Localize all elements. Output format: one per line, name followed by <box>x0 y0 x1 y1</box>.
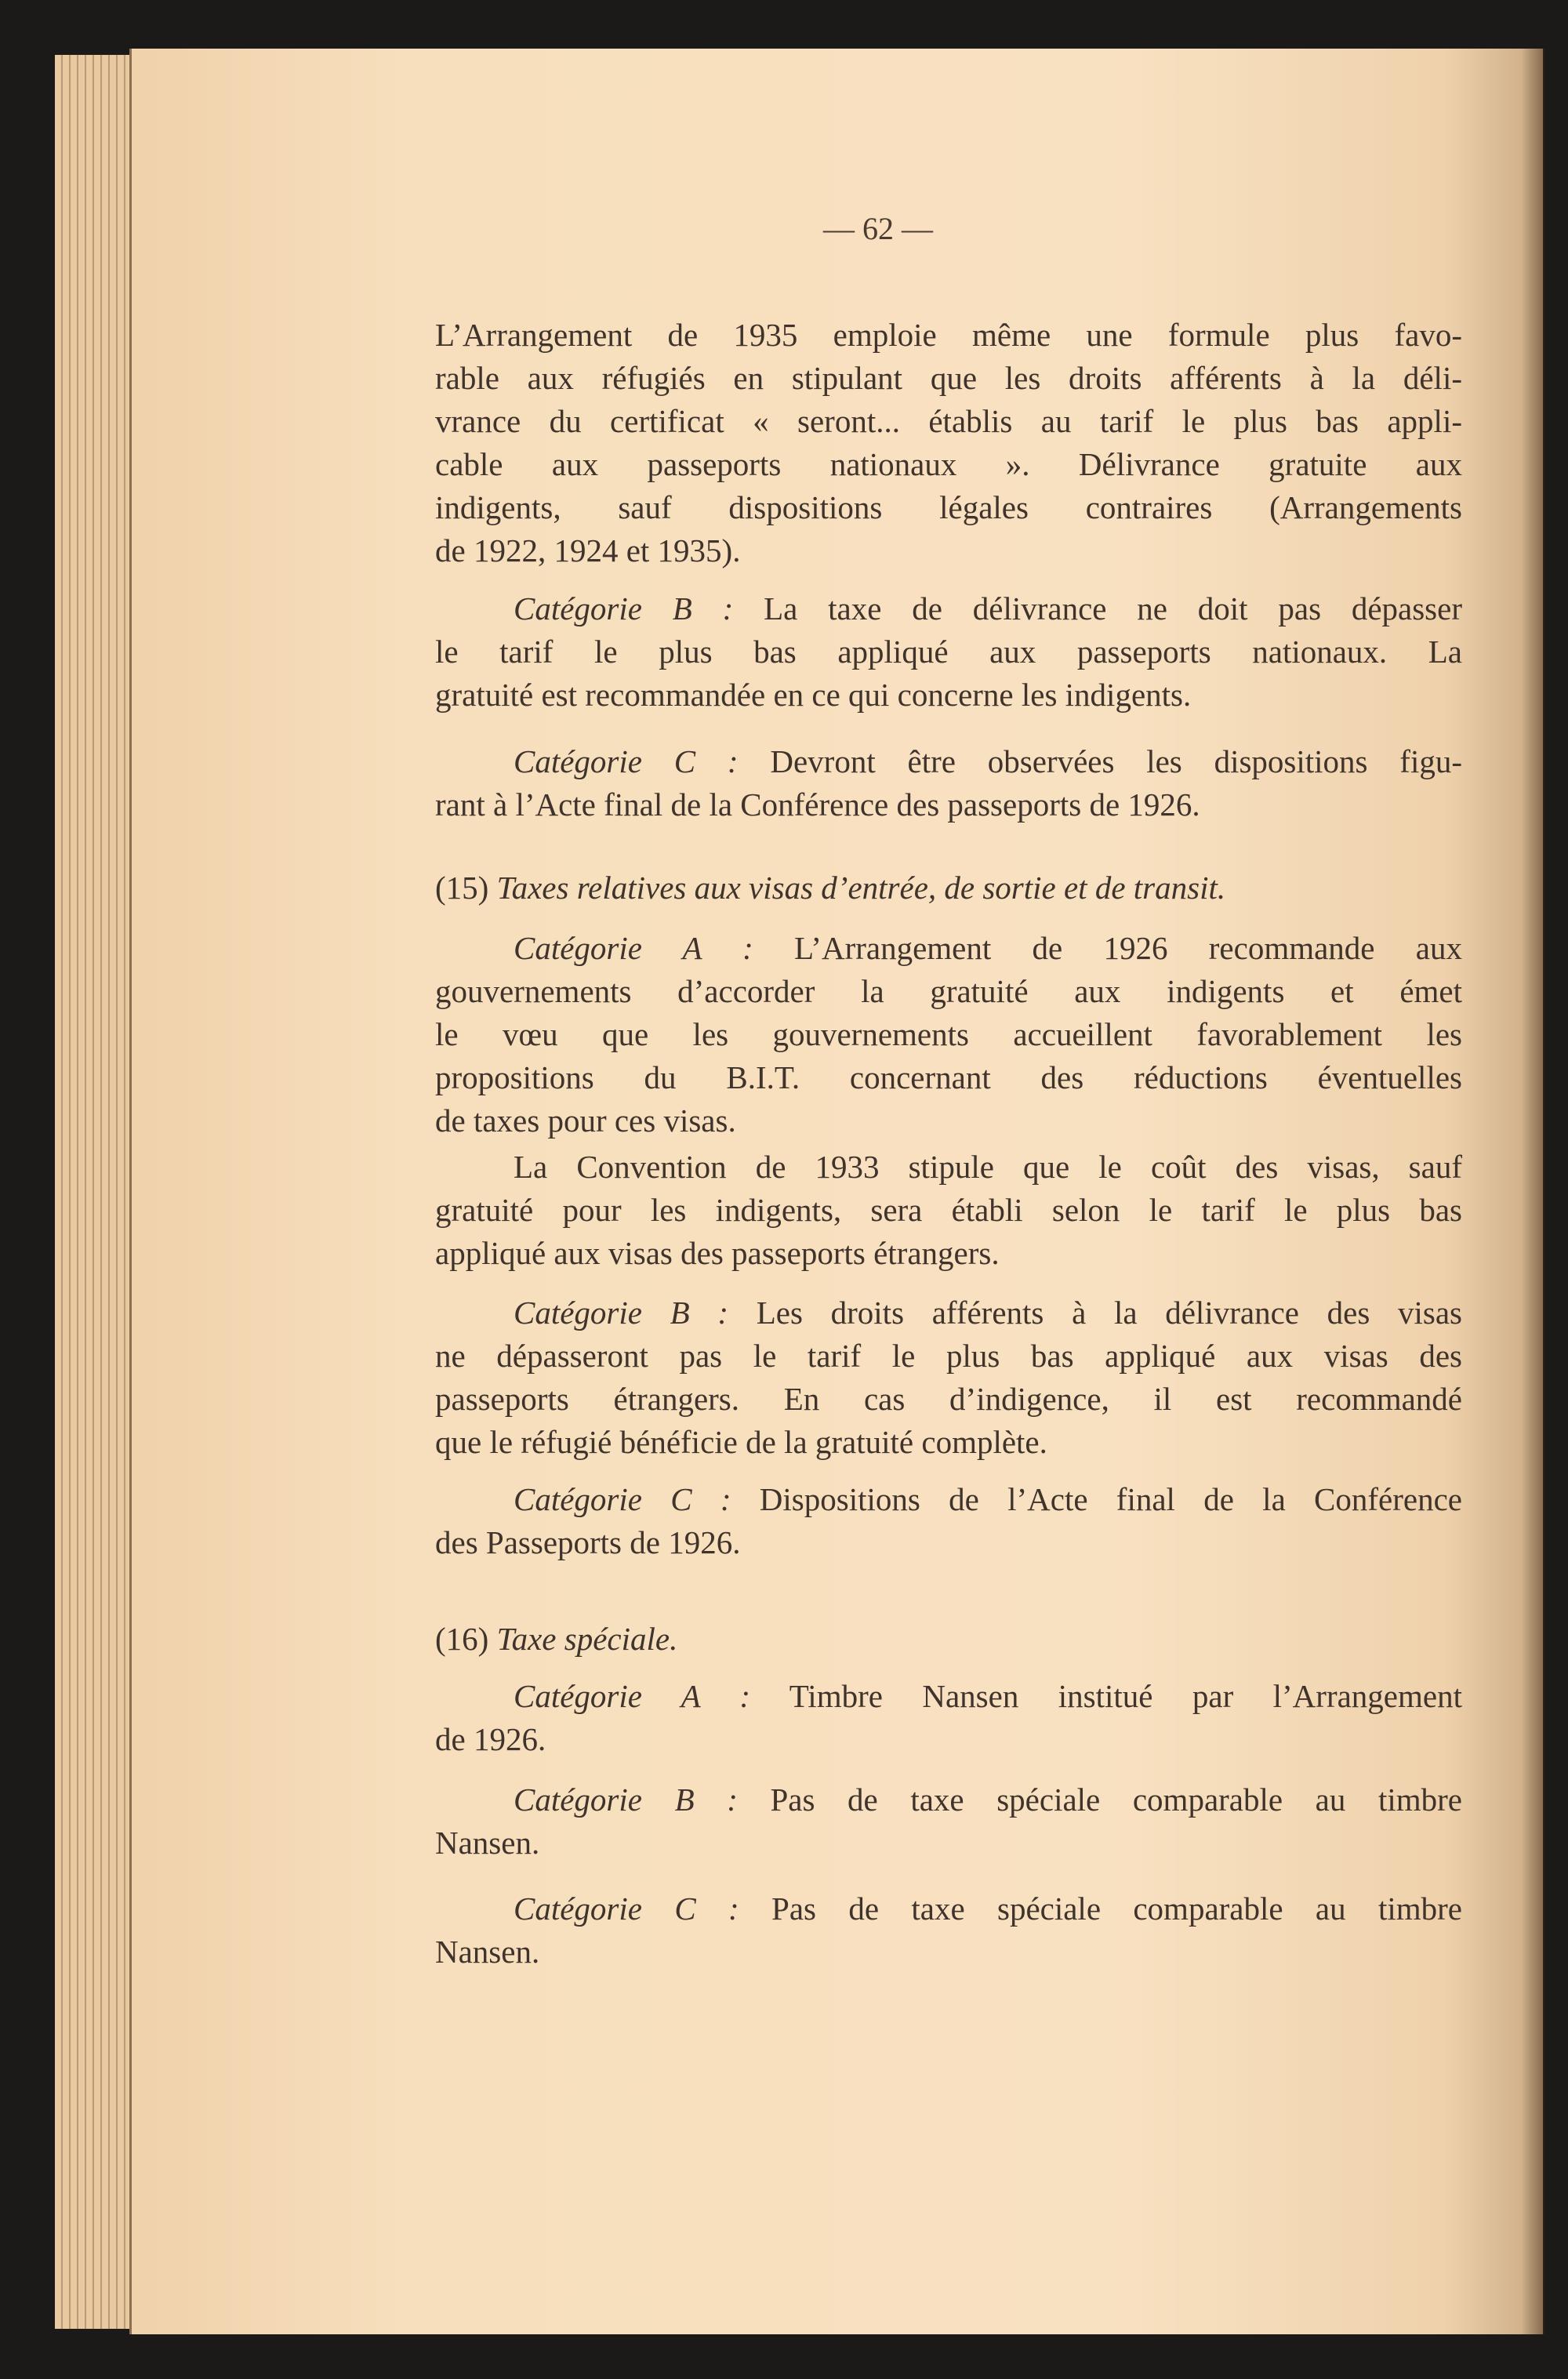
category-label: Catégorie B : <box>514 1782 738 1818</box>
text-line: Catégorie B : La taxe de délivrance ne doit pas dépasser <box>514 590 1462 627</box>
text-line: propositions du B.I.T. concernant des réductions éventuelles <box>435 1059 1462 1095</box>
text-line: Nansen. <box>435 1934 540 1970</box>
text-line: rable aux réfugiés en stipulant que les droits afférents à la déli- <box>435 360 1462 396</box>
category-label: Catégorie A : <box>514 1678 751 1714</box>
paragraph <box>435 314 1462 572</box>
text-line: de taxes pour ces visas. <box>435 1102 736 1139</box>
text-line: rant à l’Acte final de la Conférence des passeports de 1926. <box>435 786 1200 823</box>
text-line: gouvernements d’accorder la gratuité aux indigents et émet <box>435 973 1462 1009</box>
paragraph <box>435 587 1462 717</box>
page-gutter-shadow <box>1521 49 1544 2334</box>
text-line: Catégorie B : Pas de taxe spéciale comparable au timbre <box>514 1782 1463 1818</box>
category-label: Catégorie A : <box>514 930 753 966</box>
section-title: Taxes relatives aux visas d’entrée, de sortie et de transit. <box>496 870 1226 906</box>
section-heading <box>435 1618 1462 1661</box>
page-number: — 62 — <box>823 211 933 246</box>
category-label: Catégorie B : <box>514 590 734 627</box>
category-label: Catégorie C : <box>514 743 739 779</box>
text-line: vrance du certificat « seront... établis au tarif le plus bas appli- <box>435 403 1462 439</box>
text-line: le vœu que les gouvernements accueillent favorablement les <box>435 1016 1462 1052</box>
text-line: Catégorie C : Pas de taxe spéciale comparable au timbre <box>514 1890 1462 1927</box>
category-label: Catégorie B : <box>514 1295 729 1331</box>
text-line: de 1922, 1924 et 1935). <box>435 532 741 568</box>
text-line: ne dépasseront pas le tarif le plus bas appliqué aux visas des <box>435 1338 1462 1374</box>
paragraph <box>435 1887 1462 1974</box>
text-line: Nansen. <box>435 1825 540 1861</box>
text-line: Catégorie B : Les droits afférents à la délivrance des visas <box>514 1295 1462 1331</box>
section-number: (15) <box>435 870 497 906</box>
text-line: des Passeports de 1926. <box>435 1524 741 1560</box>
category-label: Catégorie C : <box>514 1481 731 1517</box>
paragraph <box>435 1675 1462 1761</box>
category-label: Catégorie C : <box>514 1890 739 1927</box>
text-line: Catégorie C : Devront être observées les dispositions figu- <box>514 743 1462 779</box>
text-line: Catégorie A : Timbre Nansen institué par l’Arrangement <box>514 1678 1462 1714</box>
text-line: le tarif le plus bas appliqué aux passeports nationaux. La <box>435 634 1462 670</box>
text-line: La Convention de 1933 stipule que le coût des visas, sauf <box>514 1149 1462 1185</box>
text-line: gratuité pour les indigents, sera établi selon le tarif le plus bas <box>435 1192 1462 1228</box>
paragraph <box>435 740 1462 826</box>
text-line: appliqué aux visas des passeports étrangers. <box>435 1235 1000 1271</box>
text-line: gratuité est recommandée en ce qui concerne les indigents. <box>435 677 1192 713</box>
text-line: Catégorie C : Dispositions de l’Acte final de la Conférence <box>514 1481 1462 1517</box>
paragraph <box>435 1291 1462 1464</box>
paragraph <box>435 927 1462 1142</box>
section-title: Taxe spéciale. <box>496 1621 678 1657</box>
text-line: de 1926. <box>435 1721 546 1757</box>
paragraph <box>435 1478 1462 1564</box>
section-number: (16) <box>435 1621 497 1657</box>
section-heading <box>435 866 1462 910</box>
text-line: L’Arrangement de 1935 emploie même une formule plus favo- <box>435 317 1462 353</box>
text-line: Catégorie A : L’Arrangement de 1926 recommande aux <box>514 930 1462 966</box>
text-line: indigents, sauf dispositions légales contraires (Arrangements <box>435 489 1462 525</box>
text-line: que le réfugié bénéficie de la gratuité complète. <box>435 1424 1047 1460</box>
paragraph <box>435 1778 1462 1865</box>
paragraph <box>435 1146 1462 1275</box>
text-line: cable aux passeports nationaux ». Délivrance gratuite aux <box>435 446 1462 482</box>
text-line: passeports étrangers. En cas d’indigence, il est recommandé <box>435 1381 1462 1417</box>
